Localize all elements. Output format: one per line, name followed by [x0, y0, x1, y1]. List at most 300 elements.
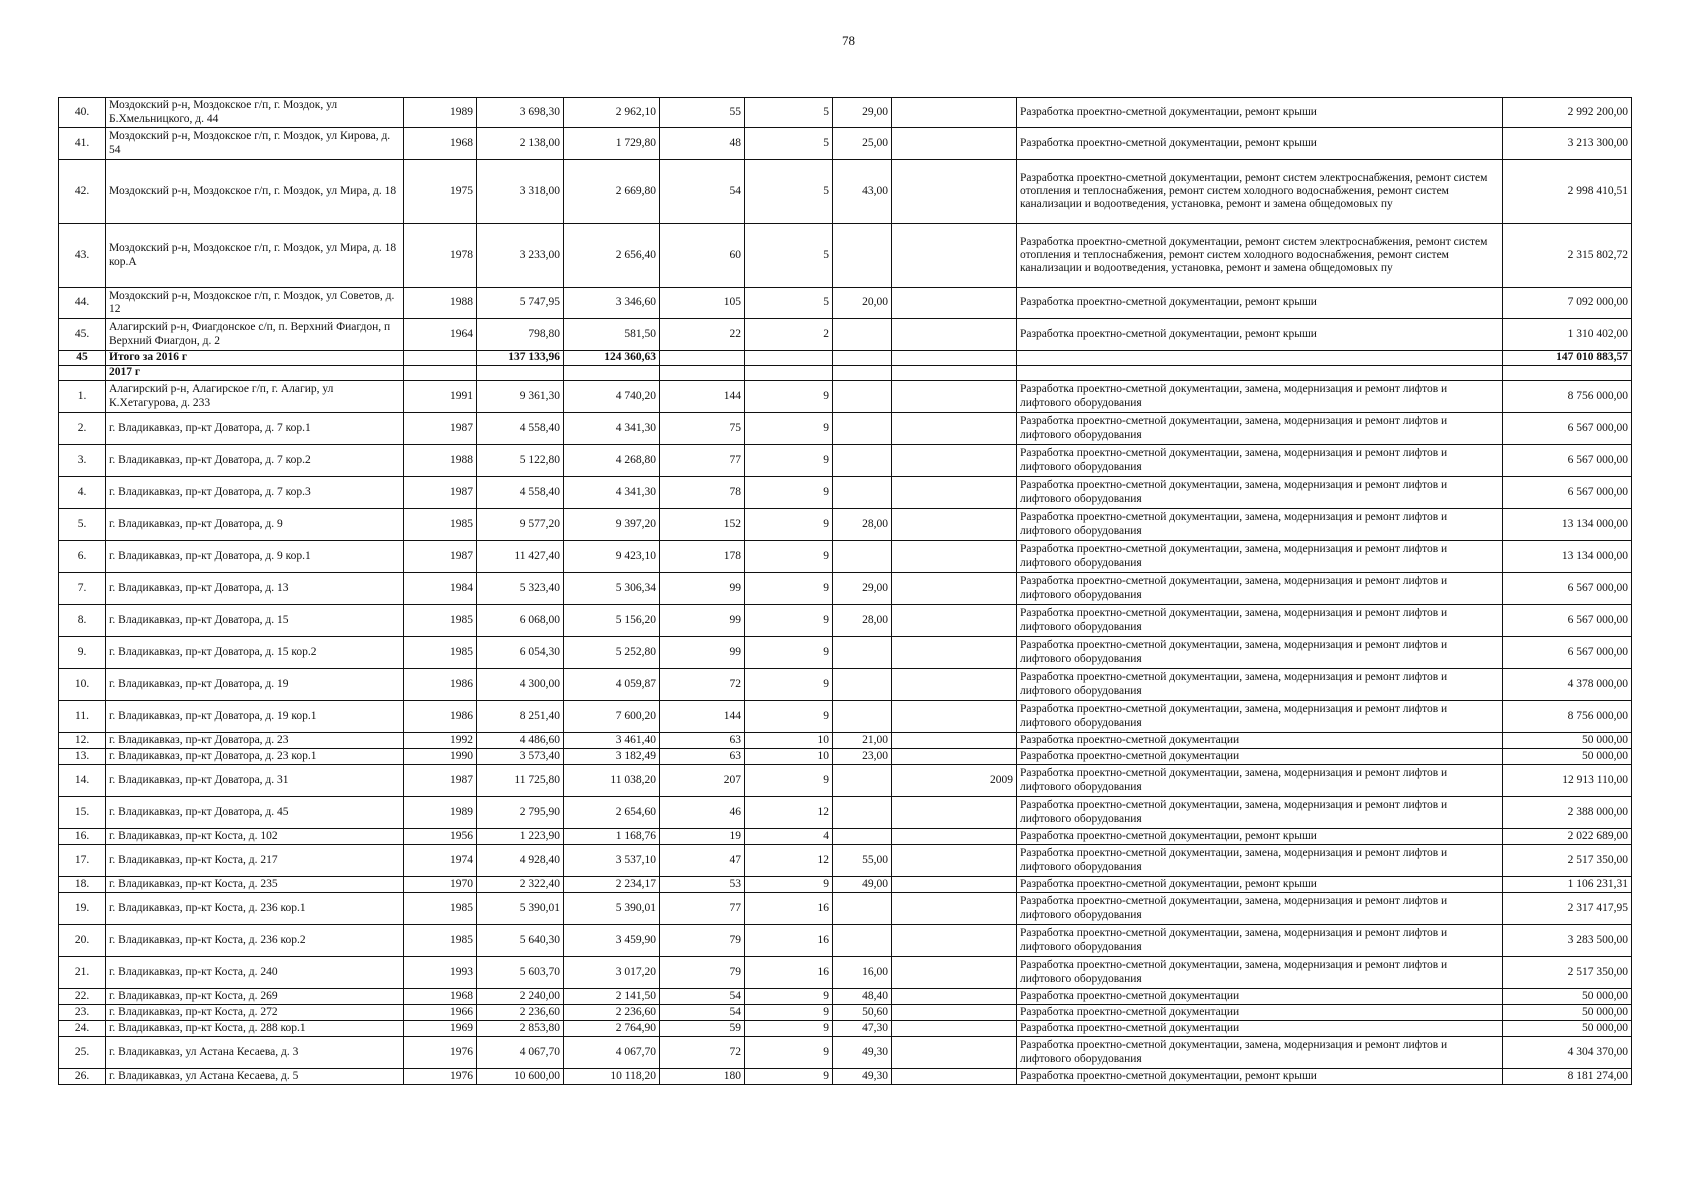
table-row — [59, 749, 1632, 765]
table-row — [59, 797, 1632, 829]
floors-cell: 5 — [745, 98, 833, 128]
residents-count-cell: 54 — [660, 160, 745, 224]
work-description-cell: Разработка проектно-сметной документации, ремонт крыши — [1017, 877, 1503, 893]
floors-cell: 9 — [745, 877, 833, 893]
year-built-cell: 1990 — [404, 749, 477, 765]
cost-cell: 50 000,00 — [1503, 1005, 1632, 1021]
total-area-cell: 10 600,00 — [477, 1069, 564, 1085]
floors-cell: 16 — [745, 957, 833, 989]
wear-percent-cell: 43,00 — [833, 160, 892, 224]
extra-year-cell — [892, 288, 1017, 319]
residents-count-cell: 46 — [660, 797, 745, 829]
year-built-cell: 1987 — [404, 413, 477, 445]
residents-count-cell: 19 — [660, 829, 745, 845]
extra-year-cell — [892, 605, 1017, 637]
residents-count-cell: 178 — [660, 541, 745, 573]
total-area-cell: 9 577,20 — [477, 509, 564, 541]
floors-cell: 9 — [745, 605, 833, 637]
cost-cell: 6 567 000,00 — [1503, 477, 1632, 509]
cost-cell: 2 517 350,00 — [1503, 845, 1632, 877]
address-cell: г. Владикавказ, пр-кт Доватора, д. 9 кор.1 — [106, 541, 404, 573]
total-area-cell: 4 558,40 — [477, 413, 564, 445]
work-description-cell: Разработка проектно-сметной документации, замена, модернизация и ремонт лифтов и лифтового оборудования — [1017, 637, 1503, 669]
floors-cell: 9 — [745, 477, 833, 509]
cost-cell: 13 134 000,00 — [1503, 541, 1632, 573]
table-row — [59, 319, 1632, 351]
living-area-cell: 5 306,34 — [564, 573, 660, 605]
year-built-cell: 1978 — [404, 224, 477, 288]
table-row — [59, 765, 1632, 797]
table-row — [59, 98, 1632, 128]
floors-cell: 9 — [745, 989, 833, 1005]
extra-year-cell — [892, 1005, 1017, 1021]
total-area-cell: 3 698,30 — [477, 98, 564, 128]
total-area-cell: 4 928,40 — [477, 845, 564, 877]
total-area-cell: 5 747,95 — [477, 288, 564, 319]
living-area-cell: 5 156,20 — [564, 605, 660, 637]
floors-cell: 9 — [745, 1069, 833, 1085]
address-cell: Алагирский р-н, Фиагдонское с/п, п. Верхний Фиагдон, п Верхний Фиагдон, д. 2 — [106, 319, 404, 351]
work-description-cell: Разработка проектно-сметной документации — [1017, 1021, 1503, 1037]
table-row — [59, 877, 1632, 893]
residents-count-cell: 77 — [660, 893, 745, 925]
year-built-cell: 1985 — [404, 509, 477, 541]
total-row — [59, 351, 1632, 366]
cost-cell: 8 181 274,00 — [1503, 1069, 1632, 1085]
residents-count-cell: 99 — [660, 573, 745, 605]
row-number: 42. — [59, 160, 106, 224]
living-area-cell: 2 669,80 — [564, 160, 660, 224]
total-area-cell: 11 725,80 — [477, 765, 564, 797]
address-cell: г. Владикавказ, пр-кт Доватора, д. 7 кор.3 — [106, 477, 404, 509]
wear-percent-cell: 28,00 — [833, 605, 892, 637]
floors-cell: 16 — [745, 893, 833, 925]
floors-cell: 9 — [745, 669, 833, 701]
living-area-cell: 3 459,90 — [564, 925, 660, 957]
row-number: 45 — [59, 351, 106, 366]
year-built-cell: 1985 — [404, 637, 477, 669]
wear-percent-cell — [833, 351, 892, 366]
residents-count-cell: 180 — [660, 1069, 745, 1085]
work-description-cell: Разработка проектно-сметной документации, ремонт крыши — [1017, 98, 1503, 128]
address-cell: г. Владикавказ, пр-кт Коста, д. 240 — [106, 957, 404, 989]
total-area-cell: 2 236,60 — [477, 1005, 564, 1021]
year-built-cell: 1989 — [404, 98, 477, 128]
floors-cell: 5 — [745, 288, 833, 319]
total-area-cell: 137 133,96 — [477, 351, 564, 366]
table-row — [59, 288, 1632, 319]
table-row — [59, 128, 1632, 160]
year-built-cell: 1970 — [404, 877, 477, 893]
table-row — [59, 541, 1632, 573]
wear-percent-cell: 20,00 — [833, 288, 892, 319]
address-cell: Моздокский р-н, Моздокское г/п, г. Моздок, ул Б.Хмельницкого, д. 44 — [106, 98, 404, 128]
table-row — [59, 1005, 1632, 1021]
extra-year-cell — [892, 477, 1017, 509]
total-area-cell: 5 122,80 — [477, 445, 564, 477]
total-area-cell: 5 603,70 — [477, 957, 564, 989]
floors-cell: 10 — [745, 749, 833, 765]
total-area-cell: 3 318,00 — [477, 160, 564, 224]
extra-year-cell — [892, 845, 1017, 877]
work-description-cell: Разработка проектно-сметной документации, замена, модернизация и ремонт лифтов и лифтового оборудования — [1017, 925, 1503, 957]
wear-percent-cell — [833, 829, 892, 845]
extra-year-cell — [892, 445, 1017, 477]
wear-percent-cell: 16,00 — [833, 957, 892, 989]
living-area-cell: 581,50 — [564, 319, 660, 351]
table-row — [59, 413, 1632, 445]
work-description-cell — [1017, 351, 1503, 366]
work-description-cell: Разработка проектно-сметной документации, замена, модернизация и ремонт лифтов и лифтового оборудования — [1017, 845, 1503, 877]
wear-percent-cell: 29,00 — [833, 573, 892, 605]
total-area-cell: 798,80 — [477, 319, 564, 351]
residents-count-cell: 79 — [660, 925, 745, 957]
address-cell: г. Владикавказ, пр-кт Коста, д. 269 — [106, 989, 404, 1005]
table-row — [59, 573, 1632, 605]
total-area-cell: 2 853,80 — [477, 1021, 564, 1037]
living-area-cell: 2 656,40 — [564, 224, 660, 288]
row-number: 43. — [59, 224, 106, 288]
residents-count-cell: 105 — [660, 288, 745, 319]
cost-cell: 1 106 231,31 — [1503, 877, 1632, 893]
work-description-cell: Разработка проектно-сметной документации, ремонт крыши — [1017, 829, 1503, 845]
living-area-cell: 3 017,20 — [564, 957, 660, 989]
address-cell: г. Владикавказ, пр-кт Доватора, д. 15 — [106, 605, 404, 637]
extra-year-cell: 2009 — [892, 765, 1017, 797]
cost-cell: 6 567 000,00 — [1503, 605, 1632, 637]
address-cell: 2017 г — [106, 366, 404, 381]
extra-year-cell — [892, 829, 1017, 845]
table-row — [59, 224, 1632, 288]
cost-cell: 2 998 410,51 — [1503, 160, 1632, 224]
floors-cell — [745, 366, 833, 381]
cost-cell: 6 567 000,00 — [1503, 413, 1632, 445]
residents-count-cell: 207 — [660, 765, 745, 797]
extra-year-cell — [892, 925, 1017, 957]
living-area-cell: 4 341,30 — [564, 477, 660, 509]
address-cell: г. Владикавказ, пр-кт Доватора, д. 19 кор.1 — [106, 701, 404, 733]
year-built-cell: 1987 — [404, 477, 477, 509]
extra-year-cell — [892, 319, 1017, 351]
living-area-cell: 2 962,10 — [564, 98, 660, 128]
wear-percent-cell: 47,30 — [833, 1021, 892, 1037]
table-row — [59, 925, 1632, 957]
extra-year-cell — [892, 509, 1017, 541]
year-built-cell — [404, 366, 477, 381]
year-built-cell: 1974 — [404, 845, 477, 877]
total-area-cell: 1 223,90 — [477, 829, 564, 845]
living-area-cell: 4 067,70 — [564, 1037, 660, 1069]
row-number: 7. — [59, 573, 106, 605]
work-description-cell: Разработка проектно-сметной документации, замена, модернизация и ремонт лифтов и лифтового оборудования — [1017, 605, 1503, 637]
floors-cell: 9 — [745, 765, 833, 797]
cost-cell: 4 378 000,00 — [1503, 669, 1632, 701]
living-area-cell: 11 038,20 — [564, 765, 660, 797]
row-number: 15. — [59, 797, 106, 829]
cost-cell: 2 022 689,00 — [1503, 829, 1632, 845]
address-cell: г. Владикавказ, пр-кт Коста, д. 217 — [106, 845, 404, 877]
extra-year-cell — [892, 366, 1017, 381]
table-row — [59, 605, 1632, 637]
wear-percent-cell — [833, 477, 892, 509]
living-area-cell: 4 059,87 — [564, 669, 660, 701]
year-built-cell — [404, 351, 477, 366]
living-area-cell: 4 740,20 — [564, 381, 660, 413]
wear-percent-cell — [833, 413, 892, 445]
extra-year-cell — [892, 98, 1017, 128]
wear-percent-cell — [833, 319, 892, 351]
year-built-cell: 1984 — [404, 573, 477, 605]
work-description-cell: Разработка проектно-сметной документации, замена, модернизация и ремонт лифтов и лифтового оборудования — [1017, 381, 1503, 413]
wear-percent-cell: 23,00 — [833, 749, 892, 765]
page-number: 78 — [842, 33, 855, 48]
cost-cell: 147 010 883,57 — [1503, 351, 1632, 366]
address-cell: г. Владикавказ, пр-кт Коста, д. 236 кор.2 — [106, 925, 404, 957]
year-built-cell: 1987 — [404, 541, 477, 573]
floors-cell: 5 — [745, 160, 833, 224]
row-number: 4. — [59, 477, 106, 509]
extra-year-cell — [892, 224, 1017, 288]
address-cell: г. Владикавказ, пр-кт Коста, д. 288 кор.1 — [106, 1021, 404, 1037]
extra-year-cell — [892, 877, 1017, 893]
residents-count-cell: 48 — [660, 128, 745, 160]
work-description-cell: Разработка проектно-сметной документации, ремонт крыши — [1017, 288, 1503, 319]
work-description-cell: Разработка проектно-сметной документации — [1017, 733, 1503, 749]
wear-percent-cell — [833, 381, 892, 413]
row-number: 23. — [59, 1005, 106, 1021]
cost-cell: 6 567 000,00 — [1503, 445, 1632, 477]
total-area-cell: 5 640,30 — [477, 925, 564, 957]
cost-cell: 8 756 000,00 — [1503, 381, 1632, 413]
address-cell: г. Владикавказ, пр-кт Доватора, д. 45 — [106, 797, 404, 829]
floors-cell — [745, 351, 833, 366]
table-row — [59, 1069, 1632, 1085]
extra-year-cell — [892, 351, 1017, 366]
total-area-cell: 5 390,01 — [477, 893, 564, 925]
wear-percent-cell — [833, 224, 892, 288]
living-area-cell: 1 729,80 — [564, 128, 660, 160]
living-area-cell: 7 600,20 — [564, 701, 660, 733]
total-area-cell: 2 240,00 — [477, 989, 564, 1005]
residents-count-cell: 79 — [660, 957, 745, 989]
work-description-cell: Разработка проектно-сметной документации, замена, модернизация и ремонт лифтов и лифтового оборудования — [1017, 669, 1503, 701]
work-description-cell: Разработка проектно-сметной документации, замена, модернизация и ремонт лифтов и лифтового оборудования — [1017, 1037, 1503, 1069]
extra-year-cell — [892, 893, 1017, 925]
living-area-cell: 3 461,40 — [564, 733, 660, 749]
floors-cell: 9 — [745, 1021, 833, 1037]
floors-cell: 5 — [745, 128, 833, 160]
extra-year-cell — [892, 797, 1017, 829]
cost-cell: 2 992 200,00 — [1503, 98, 1632, 128]
row-number: 5. — [59, 509, 106, 541]
wear-percent-cell — [833, 366, 892, 381]
total-area-cell: 5 323,40 — [477, 573, 564, 605]
extra-year-cell — [892, 749, 1017, 765]
row-number: 22. — [59, 989, 106, 1005]
total-area-cell: 3 573,40 — [477, 749, 564, 765]
total-area-cell: 4 558,40 — [477, 477, 564, 509]
wear-percent-cell: 49,30 — [833, 1069, 892, 1085]
address-cell: Алагирский р-н, Алагирское г/п, г. Алагир, ул К.Хетагурова, д. 233 — [106, 381, 404, 413]
floors-cell: 9 — [745, 445, 833, 477]
row-number: 17. — [59, 845, 106, 877]
table-row — [59, 445, 1632, 477]
residents-count-cell — [660, 366, 745, 381]
living-area-cell: 2 234,17 — [564, 877, 660, 893]
floors-cell: 9 — [745, 1005, 833, 1021]
floors-cell: 9 — [745, 541, 833, 573]
work-description-cell: Разработка проектно-сметной документации, замена, модернизация и ремонт лифтов и лифтового оборудования — [1017, 797, 1503, 829]
wear-percent-cell: 21,00 — [833, 733, 892, 749]
living-area-cell: 2 654,60 — [564, 797, 660, 829]
work-description-cell: Разработка проектно-сметной документации — [1017, 749, 1503, 765]
cost-cell: 2 315 802,72 — [1503, 224, 1632, 288]
address-cell: г. Владикавказ, пр-кт Доватора, д. 23 кор.1 — [106, 749, 404, 765]
floors-cell: 12 — [745, 797, 833, 829]
table-row — [59, 733, 1632, 749]
residents-count-cell — [660, 351, 745, 366]
total-area-cell — [477, 366, 564, 381]
floors-cell: 9 — [745, 1037, 833, 1069]
cost-cell — [1503, 366, 1632, 381]
address-cell: г. Владикавказ, пр-кт Коста, д. 236 кор.1 — [106, 893, 404, 925]
row-number: 12. — [59, 733, 106, 749]
work-description-cell: Разработка проектно-сметной документации, замена, модернизация и ремонт лифтов и лифтового оборудования — [1017, 765, 1503, 797]
residents-count-cell: 75 — [660, 413, 745, 445]
residents-count-cell: 72 — [660, 1037, 745, 1069]
floors-cell: 9 — [745, 509, 833, 541]
cost-cell: 6 567 000,00 — [1503, 637, 1632, 669]
residents-count-cell: 59 — [660, 1021, 745, 1037]
total-area-cell: 9 361,30 — [477, 381, 564, 413]
table-row — [59, 989, 1632, 1005]
row-number: 11. — [59, 701, 106, 733]
row-number: 14. — [59, 765, 106, 797]
cost-cell: 50 000,00 — [1503, 733, 1632, 749]
cost-cell: 6 567 000,00 — [1503, 573, 1632, 605]
table-row — [59, 957, 1632, 989]
row-number: 2. — [59, 413, 106, 445]
living-area-cell: 3 537,10 — [564, 845, 660, 877]
total-area-cell: 6 068,00 — [477, 605, 564, 637]
year-built-cell: 1985 — [404, 605, 477, 637]
floors-cell: 12 — [745, 845, 833, 877]
cost-cell: 13 134 000,00 — [1503, 509, 1632, 541]
table-row — [59, 509, 1632, 541]
row-number: 21. — [59, 957, 106, 989]
cost-cell: 7 092 000,00 — [1503, 288, 1632, 319]
cost-cell: 50 000,00 — [1503, 749, 1632, 765]
wear-percent-cell: 48,40 — [833, 989, 892, 1005]
work-description-cell: Разработка проектно-сметной документации, замена, модернизация и ремонт лифтов и лифтового оборудования — [1017, 893, 1503, 925]
living-area-cell: 2 141,50 — [564, 989, 660, 1005]
wear-percent-cell — [833, 765, 892, 797]
residents-count-cell: 78 — [660, 477, 745, 509]
wear-percent-cell: 25,00 — [833, 128, 892, 160]
work-description-cell: Разработка проектно-сметной документации, ремонт систем электроснабжения, ремонт систем отопления и теплоснабжения, ремонт систем холодного водоснабжения, ремонт систем канализации и водоотведения, установка, ремонт и замена общедомовых пу — [1017, 224, 1503, 288]
wear-percent-cell — [833, 541, 892, 573]
extra-year-cell — [892, 957, 1017, 989]
work-description-cell: Разработка проектно-сметной документации, ремонт крыши — [1017, 319, 1503, 351]
row-number: 26. — [59, 1069, 106, 1085]
floors-cell: 9 — [745, 637, 833, 669]
year-built-cell: 1956 — [404, 829, 477, 845]
cost-cell: 4 304 370,00 — [1503, 1037, 1632, 1069]
floors-cell: 9 — [745, 701, 833, 733]
work-description-cell: Разработка проектно-сметной документации, замена, модернизация и ремонт лифтов и лифтового оборудования — [1017, 413, 1503, 445]
residents-count-cell: 60 — [660, 224, 745, 288]
residents-count-cell: 22 — [660, 319, 745, 351]
wear-percent-cell — [833, 925, 892, 957]
extra-year-cell — [892, 989, 1017, 1005]
address-cell: Моздокский р-н, Моздокское г/п, г. Моздок, ул Мира, д. 18 кор.А — [106, 224, 404, 288]
address-cell: г. Владикавказ, пр-кт Доватора, д. 23 — [106, 733, 404, 749]
year-built-cell: 1985 — [404, 893, 477, 925]
address-cell: г. Владикавказ, пр-кт Доватора, д. 19 — [106, 669, 404, 701]
year-built-cell: 1976 — [404, 1037, 477, 1069]
floors-cell: 4 — [745, 829, 833, 845]
work-description-cell: Разработка проектно-сметной документации, ремонт крыши — [1017, 128, 1503, 160]
address-cell: Итого за 2016 г — [106, 351, 404, 366]
table-row — [59, 893, 1632, 925]
residents-count-cell: 144 — [660, 381, 745, 413]
living-area-cell: 2 236,60 — [564, 1005, 660, 1021]
row-number: 16. — [59, 829, 106, 845]
year-built-cell: 1968 — [404, 989, 477, 1005]
living-area-cell: 5 252,80 — [564, 637, 660, 669]
row-number: 40. — [59, 98, 106, 128]
extra-year-cell — [892, 733, 1017, 749]
row-number: 6. — [59, 541, 106, 573]
wear-percent-cell: 55,00 — [833, 845, 892, 877]
living-area-cell: 3 346,60 — [564, 288, 660, 319]
wear-percent-cell — [833, 893, 892, 925]
cost-cell: 2 517 350,00 — [1503, 957, 1632, 989]
extra-year-cell — [892, 541, 1017, 573]
year-built-cell: 1987 — [404, 765, 477, 797]
residents-count-cell: 77 — [660, 445, 745, 477]
table-row — [59, 669, 1632, 701]
row-number: 10. — [59, 669, 106, 701]
year-built-cell: 1964 — [404, 319, 477, 351]
extra-year-cell — [892, 573, 1017, 605]
row-number: 19. — [59, 893, 106, 925]
table-row — [59, 845, 1632, 877]
residents-count-cell: 55 — [660, 98, 745, 128]
residents-count-cell: 54 — [660, 989, 745, 1005]
residents-count-cell: 53 — [660, 877, 745, 893]
wear-percent-cell — [833, 637, 892, 669]
row-number: 18. — [59, 877, 106, 893]
wear-percent-cell: 29,00 — [833, 98, 892, 128]
work-description-cell: Разработка проектно-сметной документации — [1017, 989, 1503, 1005]
address-cell: г. Владикавказ, пр-кт Доватора, д. 9 — [106, 509, 404, 541]
floors-cell: 5 — [745, 224, 833, 288]
year-built-cell: 1992 — [404, 733, 477, 749]
cost-cell: 3 213 300,00 — [1503, 128, 1632, 160]
address-cell: г. Владикавказ, пр-кт Доватора, д. 13 — [106, 573, 404, 605]
table-row — [59, 1037, 1632, 1069]
year-built-cell: 1991 — [404, 381, 477, 413]
living-area-cell: 4 341,30 — [564, 413, 660, 445]
row-number: 24. — [59, 1021, 106, 1037]
work-description-cell: Разработка проектно-сметной документации, замена, модернизация и ремонт лифтов и лифтового оборудования — [1017, 477, 1503, 509]
address-cell: Моздокский р-н, Моздокское г/п, г. Моздок, ул Мира, д. 18 — [106, 160, 404, 224]
floors-cell: 16 — [745, 925, 833, 957]
address-cell: г. Владикавказ, пр-кт Коста, д. 272 — [106, 1005, 404, 1021]
cost-cell: 3 283 500,00 — [1503, 925, 1632, 957]
row-number: 9. — [59, 637, 106, 669]
